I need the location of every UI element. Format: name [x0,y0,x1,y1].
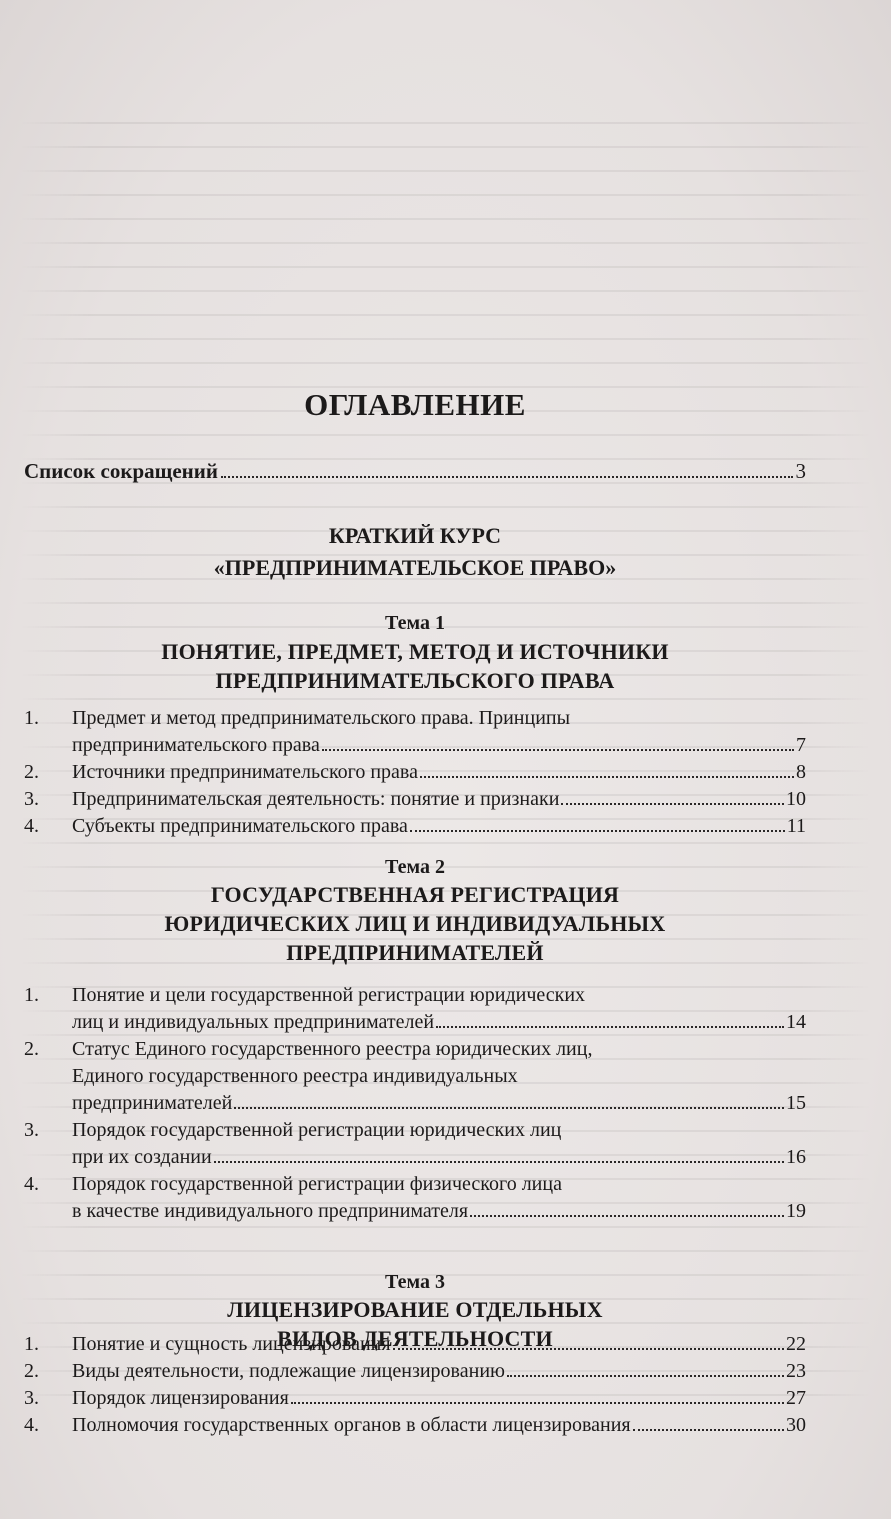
entry-body [72,813,806,840]
entry-last-line [72,732,806,759]
entry-text-line: Порядок государственной регистрации юридических лиц [72,1119,562,1141]
topic-items [24,982,806,1225]
page-number: 10 [786,788,806,810]
entry-text-line: Порядок государственной регистрации физического лица [72,1173,562,1195]
dot-leader [410,830,785,832]
entry-text: при их создании [72,1146,212,1168]
dot-leader [291,1402,784,1404]
toc-entry [24,813,806,840]
entry-text: Источники предпринимательского права [72,761,418,783]
page-number: 7 [796,734,806,756]
entry-number: 2. [24,1360,39,1382]
topic-items [24,705,806,840]
entry-body [72,1385,806,1412]
entry-number: 3. [24,1119,39,1141]
entry-body [72,705,806,759]
entry-last-line [72,786,806,813]
entry-body [72,982,806,1036]
entry-text-line: Предмет и метод предпринимательского права. Принципы [72,707,571,729]
toc-entry [24,1117,806,1171]
entry-body [72,1331,806,1358]
entry-body [72,1036,806,1117]
topic-title-line: ГОСУДАРСТВЕННАЯ РЕГИСТРАЦИЯ [210,882,620,907]
entry-last-line [72,1385,806,1412]
entry-text: предпринимателей [72,1092,233,1114]
page-title: ОГЛАВЛЕНИЕ [304,387,526,422]
dot-leader [561,803,784,805]
entry-text: в качестве индивидуального предпринимателя [72,1200,469,1222]
dot-leader [393,1348,784,1350]
entry-body [72,759,806,786]
page-number: 14 [786,1011,806,1033]
toc-entry [24,1412,806,1439]
entry-last-line [72,1198,806,1225]
page-number: 23 [786,1360,806,1382]
entry-text: Предпринимательская деятельность: понятие и признаки [72,788,560,810]
entry-body [72,1358,806,1385]
entry-text: Виды деятельности, подлежащие лицензированию [72,1360,505,1382]
entry-body [72,1171,806,1225]
entry-number: 4. [24,1173,39,1195]
entry-text-line: Единого государственного реестра индивидуальных [72,1065,518,1087]
dot-leader [420,776,794,778]
entry-text: предпринимательского права [72,734,320,756]
page-number: 27 [786,1387,806,1409]
entry-text: Порядок лицензирования [72,1387,289,1409]
toc-entry [24,1385,806,1412]
entry-body [72,1412,806,1439]
page-number: 3 [795,459,806,483]
entry-body [72,786,806,813]
abbreviations-label: Список сокращений [24,459,218,483]
page-number: 16 [786,1146,806,1168]
toc-entry [24,1331,806,1358]
toc-entry-abbreviations [24,459,806,484]
topic-title-line: ПРЕДПРИНИМАТЕЛЬСКОГО ПРАВА [215,668,615,693]
entry-last-line [72,1331,806,1358]
entry-number: 1. [24,707,39,729]
page-number: 30 [786,1414,806,1436]
topic-title-line: ВИДОВ ДЕЯТЕЛЬНОСТИ [277,1326,553,1351]
dot-leader [470,1215,784,1217]
dot-leader [221,476,793,478]
toc-entry [24,982,806,1036]
entry-last-line [72,1144,806,1171]
toc-entry [24,759,806,786]
entry-text: лиц и индивидуальных предпринимателей [72,1011,435,1033]
page-number: 8 [796,761,806,783]
topic-title-line: ПОНЯТИЕ, ПРЕДМЕТ, МЕТОД И ИСТОЧНИКИ [161,639,669,664]
toc-entry [24,1358,806,1385]
entry-text: Понятие и сущность лицензирования [72,1333,391,1355]
page-number: 15 [786,1092,806,1114]
entry-last-line [72,1412,806,1439]
entry-number: 4. [24,1414,39,1436]
course-heading [24,520,806,584]
page-number: 11 [786,815,806,837]
topic-title-line: ЮРИДИЧЕСКИХ ЛИЦ И ИНДИВИДУАЛЬНЫХ [164,911,666,936]
entry-text: Субъекты предпринимательского права [72,815,408,837]
dot-leader [214,1161,784,1163]
entry-number: 1. [24,984,39,1006]
entry-number: 1. [24,1333,39,1355]
topic-title [24,880,806,967]
toc-entry [24,1036,806,1117]
topic-label: Тема 3 [385,1271,445,1293]
dot-leader [436,1026,784,1028]
page-number: 22 [786,1333,806,1355]
topic-title [24,637,806,695]
entry-number: 2. [24,1038,39,1060]
entry-number: 4. [24,815,39,837]
dot-leader [322,749,794,751]
entry-text-line: Статус Единого государственного реестра юридических лиц, [72,1038,593,1060]
topic-label: Тема 2 [385,856,445,878]
entry-body [72,1117,806,1171]
entry-last-line [72,759,806,786]
toc-entry [24,1171,806,1225]
page-number: 19 [786,1200,806,1222]
entry-number: 2. [24,761,39,783]
entry-last-line [72,1090,806,1117]
dot-leader [633,1429,784,1431]
entry-number: 3. [24,788,39,810]
topic-title-line: ПРЕДПРИНИМАТЕЛЕЙ [286,940,544,965]
dot-leader [234,1107,784,1109]
course-heading-line: КРАТКИЙ КУРС [328,523,502,548]
toc-entry [24,786,806,813]
entry-last-line [72,1009,806,1036]
course-heading-line: «ПРЕДПРИНИМАТЕЛЬСКОЕ ПРАВО» [213,555,617,580]
entry-text-line: Понятие и цели государственной регистрации юридических [72,984,586,1006]
toc-entry [24,705,806,759]
entry-last-line [72,1358,806,1385]
entry-text: Полномочия государственных органов в области лицензирования [72,1414,631,1436]
entry-last-line [72,813,806,840]
topic-label: Тема 1 [385,612,445,634]
topic-items [24,1331,806,1439]
entry-number: 3. [24,1387,39,1409]
topic-title-line: ЛИЦЕНЗИРОВАНИЕ ОТДЕЛЬНЫХ [227,1297,603,1322]
dot-leader [507,1375,784,1377]
